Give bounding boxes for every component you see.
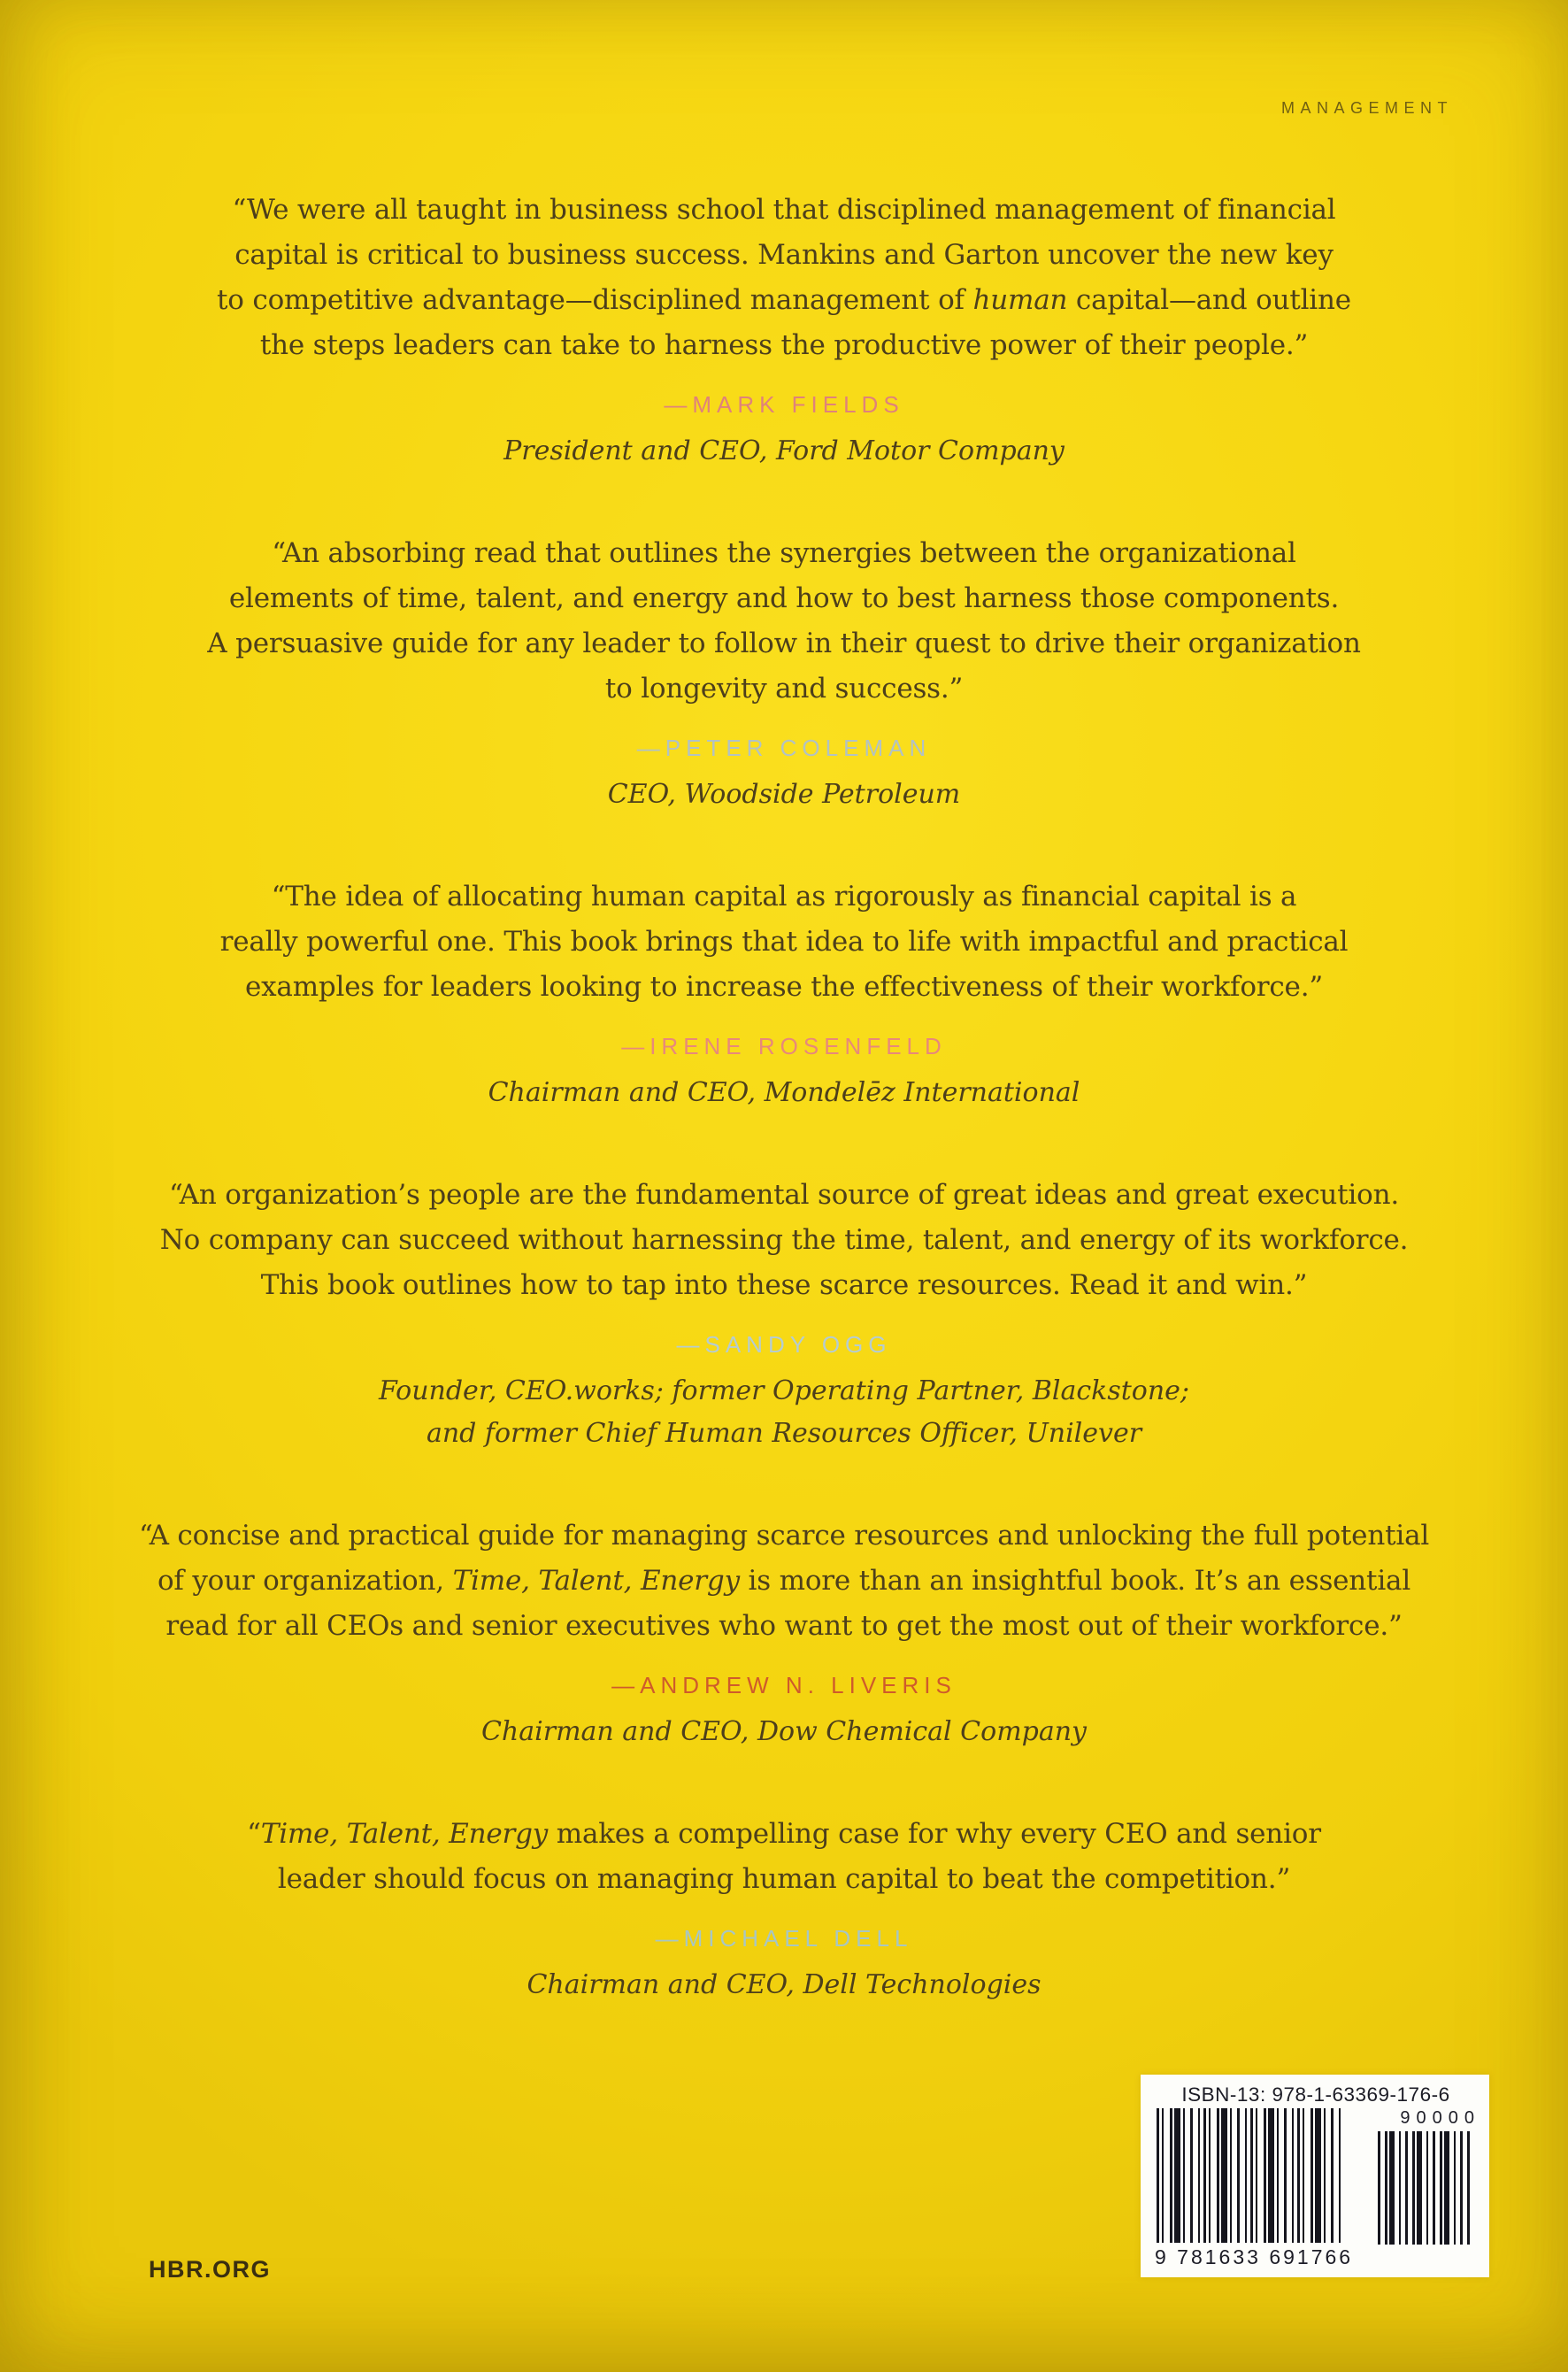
quote-segment: leader should focus on managing human capital to beat the competition.” <box>277 1863 1291 1895</box>
quote-line <box>0 1812 1568 1857</box>
barcode-main-column <box>1155 2108 1354 2269</box>
barcode-label <box>1141 2075 1489 2277</box>
quote-segment: “A concise and practical guide for managing scarce resources and unlocking the full potential <box>138 1520 1430 1552</box>
quote-segment: This book outlines how to tap into these scarce resources. Read it and win.” <box>260 1269 1308 1301</box>
quote-segment: “ <box>247 1818 261 1850</box>
quote-line <box>0 1263 1568 1308</box>
quote-segment: really powerful one. This book brings that idea to life with impactful and practical <box>219 926 1349 958</box>
quote-segment: to competitive advantage—disciplined management of <box>217 284 973 316</box>
quote-line <box>0 1218 1568 1263</box>
attribution-title: Founder, CEO.works; former Operating Partner, Blackstone; <box>378 1375 1190 1406</box>
quote-segment: A persuasive guide for any leader to follow in their quest to drive their organization <box>207 628 1361 659</box>
quote-segment: “We were all taught in business school that disciplined management of financial <box>232 194 1336 226</box>
quote-segment: capital is critical to business success. Mankins and Garton uncover the new key <box>234 239 1334 271</box>
quote-line <box>0 874 1568 920</box>
quote-segment: of your organization, <box>157 1565 453 1597</box>
quote-line <box>0 1559 1568 1604</box>
quote-segment-italic: Time, Talent, Energy <box>452 1565 740 1597</box>
quote-line <box>0 621 1568 666</box>
quote-block <box>0 531 1568 815</box>
quote-line <box>0 666 1568 712</box>
quote-text <box>0 874 1568 1010</box>
quote-line <box>0 278 1568 323</box>
quote-segment: examples for leaders looking to increase the effectiveness of their workforce.” <box>244 971 1324 1003</box>
quote-segment-italic: Time, Talent, Energy <box>260 1818 549 1850</box>
quote-text <box>0 1812 1568 1902</box>
quote-segment: capital—and outline <box>1067 284 1351 316</box>
quote-segment: the steps leaders can take to harness the productive power of their people.” <box>259 329 1309 361</box>
quote-text <box>0 1513 1568 1649</box>
quote-block <box>0 1513 1568 1752</box>
attribution-title: and former Chief Human Resources Officer, Unilever <box>426 1418 1142 1449</box>
quote-block <box>0 1173 1568 1454</box>
quote-text <box>0 1173 1568 1308</box>
isbn-text: ISBN-13: 978-1-63369-176-6 <box>1181 2083 1450 2106</box>
quote-segment: elements of time, talent, and energy and how to best harness those components. <box>228 582 1340 614</box>
category-label: MANAGEMENT <box>1280 99 1453 117</box>
quotes-container <box>0 188 1568 2065</box>
quote-line <box>0 188 1568 233</box>
quote-text <box>0 188 1568 368</box>
quote-line <box>0 531 1568 576</box>
attribution-title: President and CEO, Ford Motor Company <box>503 435 1065 466</box>
quote-segment-italic: human <box>972 284 1068 316</box>
barcode-digits: 9 781633 691766 <box>1155 2245 1354 2268</box>
barcode-addon-column <box>1378 2108 1480 2269</box>
quote-segment: to longevity and success.” <box>604 673 964 705</box>
attribution-name: —PETER COLEMAN <box>636 735 932 761</box>
barcode-row <box>1155 2108 1480 2269</box>
attribution-title: Chairman and CEO, Dell Technologies <box>527 1969 1041 2000</box>
attribution-title: CEO, Woodside Petroleum <box>607 779 961 810</box>
quote-line <box>0 1857 1568 1902</box>
attribution-title: Chairman and CEO, Mondelēz International <box>488 1077 1080 1108</box>
quote-segment: No company can succeed without harnessing the time, talent, and energy of its workforce. <box>159 1224 1409 1256</box>
attribution-name: —SANDY OGG <box>676 1331 892 1358</box>
attribution-name: —IRENE ROSENFELD <box>621 1033 947 1059</box>
attribution-title: Chairman and CEO, Dow Chemical Company <box>480 1716 1088 1747</box>
quote-segment: is more than an insightful book. It’s an essential <box>739 1565 1411 1597</box>
barcode-price-code: 90000 <box>1400 2108 1480 2128</box>
quote-text <box>0 531 1568 712</box>
quote-line <box>0 1604 1568 1649</box>
barcode-addon-bars <box>1378 2131 1470 2245</box>
quote-line <box>0 965 1568 1010</box>
quote-segment: “An organization’s people are the fundamental source of great ideas and great execution. <box>168 1179 1400 1211</box>
quote-segment: read for all CEOs and senior executives who want to get the most out of their workforce.” <box>165 1610 1403 1642</box>
quote-block <box>0 188 1568 472</box>
attribution-name: —ANDREW N. LIVERIS <box>611 1672 957 1698</box>
quote-block <box>0 1812 1568 2006</box>
publisher-site-label: HBR.ORG <box>149 2256 271 2283</box>
quote-line <box>0 576 1568 621</box>
attribution-name: —MICHAEL DELL <box>655 1925 913 1952</box>
quote-line <box>0 920 1568 965</box>
attribution-name: —MARK FIELDS <box>664 391 904 418</box>
quote-segment: makes a compelling case for why every CEO and senior <box>548 1818 1321 1850</box>
barcode-main-bars <box>1157 2108 1344 2243</box>
quote-segment: “The idea of allocating human capital as rigorously as financial capital is a <box>271 881 1297 913</box>
quote-block <box>0 874 1568 1113</box>
quote-line <box>0 323 1568 368</box>
quote-line <box>0 1173 1568 1218</box>
quote-segment: “An absorbing read that outlines the synergies between the organizational <box>272 537 1296 569</box>
quote-line <box>0 1513 1568 1559</box>
quote-line <box>0 233 1568 278</box>
